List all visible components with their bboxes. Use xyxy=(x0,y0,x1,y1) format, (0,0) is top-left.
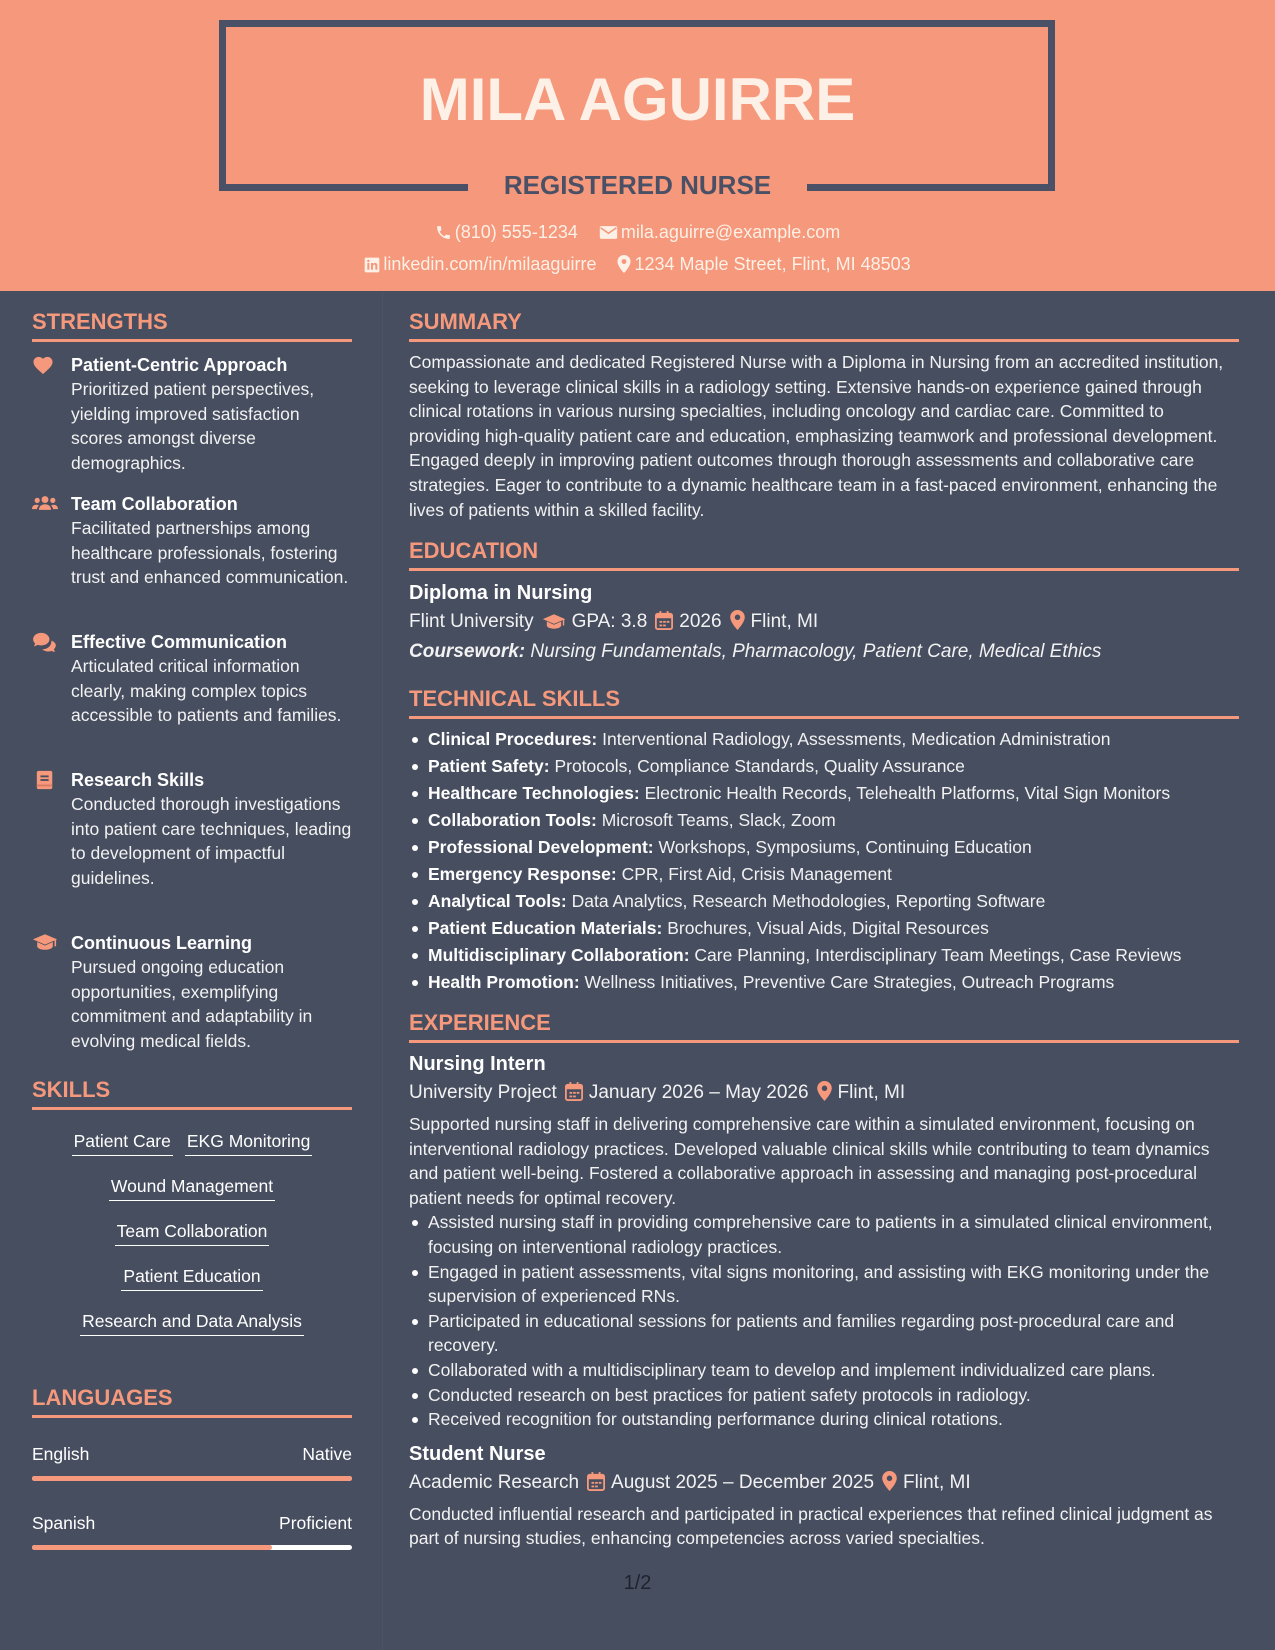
job-bullet: Participated in educational sessions for patients and families regarding post-procedural care and recovery. xyxy=(409,1309,1239,1358)
map-pin-icon xyxy=(817,1081,832,1101)
job-org: University Project xyxy=(409,1082,557,1103)
job-bullet: Assisted nursing staff in providing comprehensive care to patients in a simulated clinical environment, focusing on interventional radiology practices. xyxy=(409,1210,1239,1259)
strength-item xyxy=(32,768,352,890)
tech-skill-item: Professional Development: Workshops, Symposiums, Continuing Education xyxy=(409,834,1239,861)
page-number: 1/2 xyxy=(623,1572,652,1594)
strength-title: Patient-Centric Approach xyxy=(71,355,288,375)
job-title: Student Nurse xyxy=(409,1442,546,1465)
contact-row-2 xyxy=(0,252,1275,276)
summary-text: Compassionate and dedicated Registered Nurse with a Diploma in Nursing from an accredited institution, seeking to leverage clinical skills in a radiology setting. Extensive hands-on experience gained through clinical rotations in various nursing specialties, including oncology and cardiac care. Committed to providing high-quality patient care and education, emphasizing teamwork and professional development. Engaged deeply in improving patient outcomes through thorough assessments and collaborative care strategies. Eager to contribute to a dynamic healthcare team in a fast-paced environment, enhancing the lives of patients within a skilled facility. xyxy=(409,352,1224,520)
job-location: Flint, MI xyxy=(903,1471,971,1493)
skill-tag: EKG Monitoring xyxy=(185,1129,313,1156)
degree-title: Diploma in Nursing xyxy=(409,582,593,604)
experience-section xyxy=(409,1009,1239,1551)
book-icon xyxy=(32,770,56,790)
language-name: Spanish xyxy=(32,1513,96,1533)
language-bar xyxy=(32,1545,352,1550)
calendar-icon xyxy=(655,611,673,630)
languages-header xyxy=(32,1384,352,1418)
job-org: Academic Research xyxy=(409,1471,580,1493)
job-dates: August 2025 – December 2025 xyxy=(611,1471,875,1493)
tech-skill-item: Clinical Procedures: Interventional Radiology, Assessments, Medication Administration xyxy=(409,726,1239,753)
experience-rule xyxy=(409,1040,1239,1043)
technical-skills-list xyxy=(409,726,1239,996)
tech-skill-item: Emergency Response: CPR, First Aid, Crisis Management xyxy=(409,861,1239,888)
tech-skill-item: Healthcare Technologies: Electronic Health Records, Telehealth Platforms, Vital Sign Monitors xyxy=(409,780,1239,807)
languages-heading: LANGUAGES xyxy=(32,1385,173,1410)
linkedin-icon xyxy=(364,257,380,273)
coursework xyxy=(409,638,1239,666)
contact-phone[interactable] xyxy=(435,220,578,244)
summary-section xyxy=(409,308,1239,522)
resume-header xyxy=(0,0,1275,291)
strength-title: Team Collaboration xyxy=(71,494,238,514)
job-title: Nursing Intern xyxy=(409,1053,546,1075)
coursework-label: Coursework: xyxy=(409,641,526,662)
main-column xyxy=(382,291,1275,1650)
envelope-icon xyxy=(599,224,618,241)
strength-body: Articulated critical information clearly, making complex topics accessible to patients and families. xyxy=(71,656,342,725)
job-bullet: Received recognition for outstanding performance during clinical rotations. xyxy=(409,1407,1239,1432)
phone-text: (810) 555-1234 xyxy=(454,222,578,242)
graduation-cap-icon xyxy=(32,933,56,953)
tech-skill-item: Patient Education Materials: Brochures, Visual Aids, Digital Resources xyxy=(409,915,1239,942)
job-location: Flint, MI xyxy=(837,1082,906,1103)
email-text: mila.aguirre@example.com xyxy=(620,222,841,242)
users-icon xyxy=(32,494,56,514)
languages-rule xyxy=(32,1415,352,1418)
skills-row xyxy=(32,1129,352,1156)
education-location: Flint, MI xyxy=(750,611,819,632)
education-heading: EDUCATION xyxy=(409,538,539,563)
job-meta xyxy=(409,1079,1239,1107)
strength-body: Facilitated partnerships among healthcare professionals, fostering trust and enhanced communication. xyxy=(71,518,349,587)
language-bar-fill xyxy=(32,1545,272,1550)
summary-heading: SUMMARY xyxy=(409,309,522,334)
skills-row xyxy=(32,1174,352,1201)
tech-skill-item: Collaboration Tools: Microsoft Teams, Slack, Zoom xyxy=(409,807,1239,834)
strength-body: Pursued ongoing education opportunities, exemplifying commitment and adaptability in evolving medical fields. xyxy=(71,957,313,1051)
map-pin-icon xyxy=(882,1471,897,1491)
language-item xyxy=(32,1442,352,1481)
skill-tag: Patient Education xyxy=(121,1264,262,1291)
strengths-heading: STRENGTHS xyxy=(32,309,168,334)
sidebar xyxy=(0,291,382,1650)
linkedin-text: linkedin.com/in/milaaguirre xyxy=(383,254,597,274)
graduation-year: 2026 xyxy=(679,611,722,632)
graduation-cap-icon xyxy=(542,613,566,630)
strength-item xyxy=(32,353,352,475)
calendar-icon xyxy=(565,1082,583,1101)
skills-row xyxy=(32,1309,352,1336)
education-rule xyxy=(409,568,1239,571)
language-level: Native xyxy=(302,1444,352,1464)
language-level: Proficient xyxy=(279,1513,352,1533)
job-description: Conducted influential research and participated in practical experiences that refined clinical judgment as part of nursing studies, enhancing competencies across varied specialties. xyxy=(409,1503,1213,1549)
strength-title: Effective Communication xyxy=(71,632,288,652)
address-text: 1234 Maple Street, Flint, MI 48503 xyxy=(634,254,911,274)
strength-body: Prioritized patient perspectives, yielding improved satisfaction scores amongst diverse demographics. xyxy=(71,379,315,473)
language-item xyxy=(32,1511,352,1550)
strengths-header xyxy=(32,308,352,342)
strength-title: Continuous Learning xyxy=(71,933,252,953)
technical-skills-section xyxy=(409,685,1239,996)
skills-rule xyxy=(32,1107,352,1110)
strength-body: Conducted thorough investigations into patient care techniques, leading to development of impactful guidelines. xyxy=(71,794,352,888)
skills-header xyxy=(32,1076,352,1110)
title-wrap xyxy=(468,164,807,206)
comments-icon xyxy=(32,632,56,652)
job-bullet: Engaged in patient assessments, vital signs monitoring, and assisting with EKG monitoring under the supervision of experienced RNs. xyxy=(409,1260,1239,1309)
heart-icon xyxy=(32,355,56,375)
tech-skill-item: Multidisciplinary Collaboration: Care Planning, Interdisciplinary Team Meetings, Case Reviews xyxy=(409,942,1239,969)
strength-item xyxy=(32,931,352,1053)
job-bullets xyxy=(409,1210,1239,1431)
summary-rule xyxy=(409,339,1239,342)
contact-row-1 xyxy=(0,220,1275,244)
contact-email[interactable] xyxy=(599,220,840,244)
contact-linkedin[interactable] xyxy=(364,252,596,276)
job-title: REGISTERED NURSE xyxy=(503,170,772,200)
tech-skill-item: Patient Safety: Protocols, Compliance Standards, Quality Assurance xyxy=(409,753,1239,780)
language-bar xyxy=(32,1476,352,1481)
language-bar-fill xyxy=(32,1476,352,1481)
skill-tag: Research and Data Analysis xyxy=(80,1309,304,1336)
calendar-icon xyxy=(587,1472,605,1491)
tech-skill-item: Analytical Tools: Data Analytics, Research Methodologies, Reporting Software xyxy=(409,888,1239,915)
technical-skills-heading: TECHNICAL SKILLS xyxy=(409,686,621,711)
coursework-list: Nursing Fundamentals, Pharmacology, Patient Care, Medical Ethics xyxy=(530,641,1102,662)
education-meta xyxy=(409,608,1239,636)
strength-item xyxy=(32,492,352,590)
technical-skills-rule xyxy=(409,716,1239,719)
strength-title: Research Skills xyxy=(71,770,205,790)
education-section xyxy=(409,537,1239,666)
candidate-name: MILA AGUIRRE xyxy=(419,66,856,133)
job-dates: January 2026 – May 2026 xyxy=(588,1082,809,1103)
gpa: GPA: 3.8 xyxy=(571,611,648,632)
skills-row xyxy=(32,1264,352,1291)
school-name: Flint University xyxy=(409,611,534,632)
tech-skill-item: Health Promotion: Wellness Initiatives, Preventive Care Strategies, Outreach Programs xyxy=(409,969,1239,996)
job-bullet: Conducted research on best practices for patient safety protocols in radiology. xyxy=(409,1383,1239,1408)
skills-row xyxy=(32,1219,352,1246)
strengths-rule xyxy=(32,339,352,342)
skill-tag: Patient Care xyxy=(72,1129,173,1156)
contact-address xyxy=(617,252,910,276)
language-name: English xyxy=(32,1444,90,1464)
skills-heading: SKILLS xyxy=(32,1077,111,1102)
map-pin-icon xyxy=(617,255,631,273)
phone-icon xyxy=(435,224,452,241)
experience-heading: EXPERIENCE xyxy=(409,1010,551,1035)
job-bullet: Collaborated with a multidisciplinary team to develop and implement individualized care plans. xyxy=(409,1358,1239,1383)
job-description: Supported nursing staff in delivering comprehensive care within a simulated environment, focusing on interventional radiology practices. Developed valuable clinical skills while contributing to team dynamics and patient well-being. Fostered a collaborative approach in assessing and managing post-procedural patient needs for optimal recovery. xyxy=(409,1114,1210,1208)
job-meta xyxy=(409,1469,1239,1497)
map-pin-icon xyxy=(730,610,745,630)
strength-item xyxy=(32,630,352,728)
skill-tag: Team Collaboration xyxy=(115,1219,270,1246)
skill-tag: Wound Management xyxy=(109,1174,275,1201)
